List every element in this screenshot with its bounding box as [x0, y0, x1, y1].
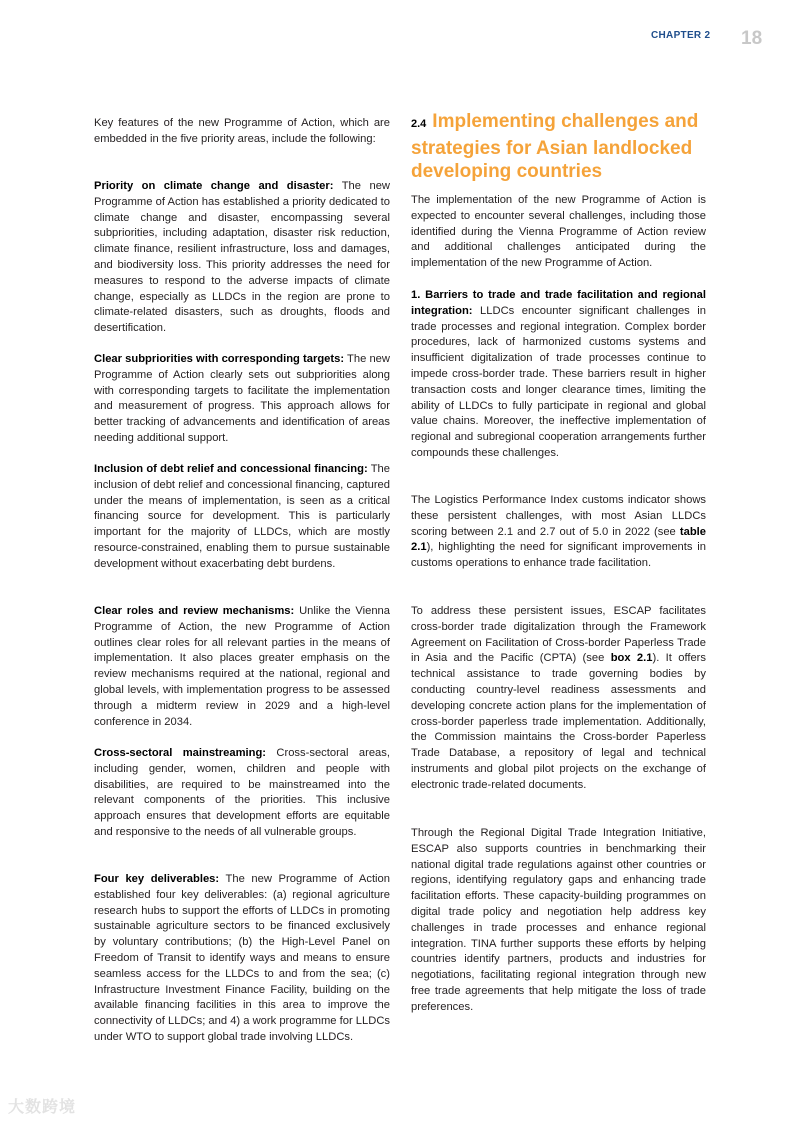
- body-paragraph: To address these persistent issues, ESCAP facilitates cross-border trade digitalization through the Framework Agreement on Facilitation of Cross-border Paperless Trade in Asia and the Pacific (CPTA) (see box 2.1). It offers technical assistance to trade governing bodies by conducting country-level readiness assessments and developing concrete action plans for the implementation of cross-border paperless trade implementation. Additionally, the Commission maintains the Cross-border Paperless Trade Database, a repository of legal and technical instruments and global pilot projects on the exchange of electronic trade-related documents.: [411, 605, 707, 791]
- feature-text: Cross-sectoral areas, including gender, women, children and people with disabilities, are required to be mainstreamed into the relevant components of the priorities. This inclusive approach ensures that development efforts are equitable and responsive to the needs of all vulnerable groups.: [94, 747, 390, 838]
- feature-paragraph: [94, 352, 390, 447]
- body-paragraph: The implementation of the new Programme of Action is expected to encounter several challenges, including those identified during the Vienna Programme of Action review and additional challenges anticipated during the implementation of the new Programme of Action.: [411, 194, 706, 270]
- intro-paragraph: Key features of the new Programme of Action, which are embedded in the five priority areas, include the following:: [94, 117, 390, 145]
- feature-title: Cross-sectoral mainstreaming:: [94, 747, 267, 759]
- section-title: Implementing challenges and strategies for Asian landlocked developing countries: [411, 111, 699, 182]
- feature-text: The inclusion of debt relief and concessional financing, captured under the means of implementation, is seen as a critical financing source for development. This is particularly important for the majority of LLDCs, which are mostly resource-constrained, enabling them to pursue sustainable development without exacerbating debt burdens.: [94, 463, 391, 570]
- feature-title: Four key deliverables:: [94, 873, 220, 885]
- paragraph-title: 1. Barriers to trade and trade facilitation and regional integration:: [411, 289, 706, 317]
- feature-paragraph: [94, 179, 390, 337]
- body-paragraph: Through the Regional Digital Trade Integration Initiative, ESCAP also supports countries in benchmarking their national digital trade regulations against other countries or regions, identifying regulatory gaps and enhancing trade facilitation efforts. These capacity-building programmes on digital trade policy and negotiation help address key challenges in trade processes and enhance regional integration. TINA further supports these efforts by helping countries identify partners, products and industries for negotiations, facilitating regional integration through new free trade agreements that help mitigate the loss of trade preferences.: [411, 827, 706, 1013]
- watermark-logo: 大数跨境: [8, 1099, 77, 1116]
- feature-paragraph: [94, 604, 390, 730]
- section-heading: [411, 110, 711, 184]
- feature-paragraph: [94, 462, 390, 573]
- section-number: 2.4: [411, 118, 427, 130]
- feature-text: The new Programme of Action clearly sets out subpriorities along with corresponding targets to facilitate the implementation and measurement of progress. This approach allows for better tracking of advancements and identification of areas needing additional support.: [94, 353, 390, 444]
- page-number: 18: [741, 28, 763, 49]
- feature-text: Unlike the Vienna Programme of Action, the new Programme of Action outlines clear roles for all relevant parties in the means of implementation. It also places greater emphasis on the review mechanisms required at the national, regional and global levels, with implementation progress to be assessed through a midterm review in 2029 and a high-level conference in 2034.: [94, 605, 390, 728]
- feature-title: Clear subpriorities with corresponding targets:: [94, 353, 345, 365]
- feature-title: Inclusion of debt relief and concessional financing:: [94, 463, 368, 475]
- feature-paragraph: [94, 872, 390, 1046]
- feature-text: The new Programme of Action has established a priority dedicated to climate change and disaster, encompassing several subpriorities, including adaptation, disaster risk reduction, climate finance, resilient infrastructure, loss and damages, and biodiversity loss. This priority addresses the need for measures to respond to the adverse impacts of climate change, especially as LLDCs in the region are prone to climate-related disasters, such as droughts, floods and desertification.: [94, 180, 390, 335]
- feature-title: Clear roles and review mechanisms:: [94, 605, 295, 617]
- feature-paragraph: [94, 746, 390, 841]
- body-paragraph: The Logistics Performance Index customs indicator shows these persistent challenges, with most Asian LLDCs scoring between 2.1 and 2.7 out of 5.0 in 2022 (see table 2.1), highlighting the need for significant improvements in customs operations to enhance trade facilitation.: [411, 494, 706, 570]
- chapter-label: CHAPTER 2: [651, 30, 711, 41]
- feature-text: The new Programme of Action established four key deliverables: (a) regional agriculture research hubs to support the efforts of LLDCs in promoting sustainable agriculture sectors to be financed exclusively by voluntary contributions; (b) the High-Level Panel on Freedom of Transit to identify ways and means to ensure seamless access for the LLDCs to and from the sea; (c) Infrastructure Investment Finance Facility, building on the available financing facilities in this area to improve the connectivity of LLDCs; and 4) a work programme for LLDCs under WTO to support global trade involving LLDCs.: [94, 873, 390, 1043]
- feature-title: Priority on climate change and disaster:: [94, 180, 334, 192]
- body-paragraph: 1. Barriers to trade and trade facilitation and regional integration: LLDCs encounter significant challenges in trade processes and regional integration. Complex border procedures, lack of harmonized customs systems and insufficient digitalization of trade processes continue to impede cross-border trade. These barriers result in higher transaction costs and longer clearance times, limiting the ability of LLDCs to fully participate in regional and global value chains. Moreover, the ineffective implementation of regional and subregional cooperation arrangements further compounds these challenges.: [411, 289, 706, 459]
- table-link[interactable]: table 2.1: [411, 525, 706, 554]
- box-link[interactable]: box 2.1: [610, 652, 653, 665]
